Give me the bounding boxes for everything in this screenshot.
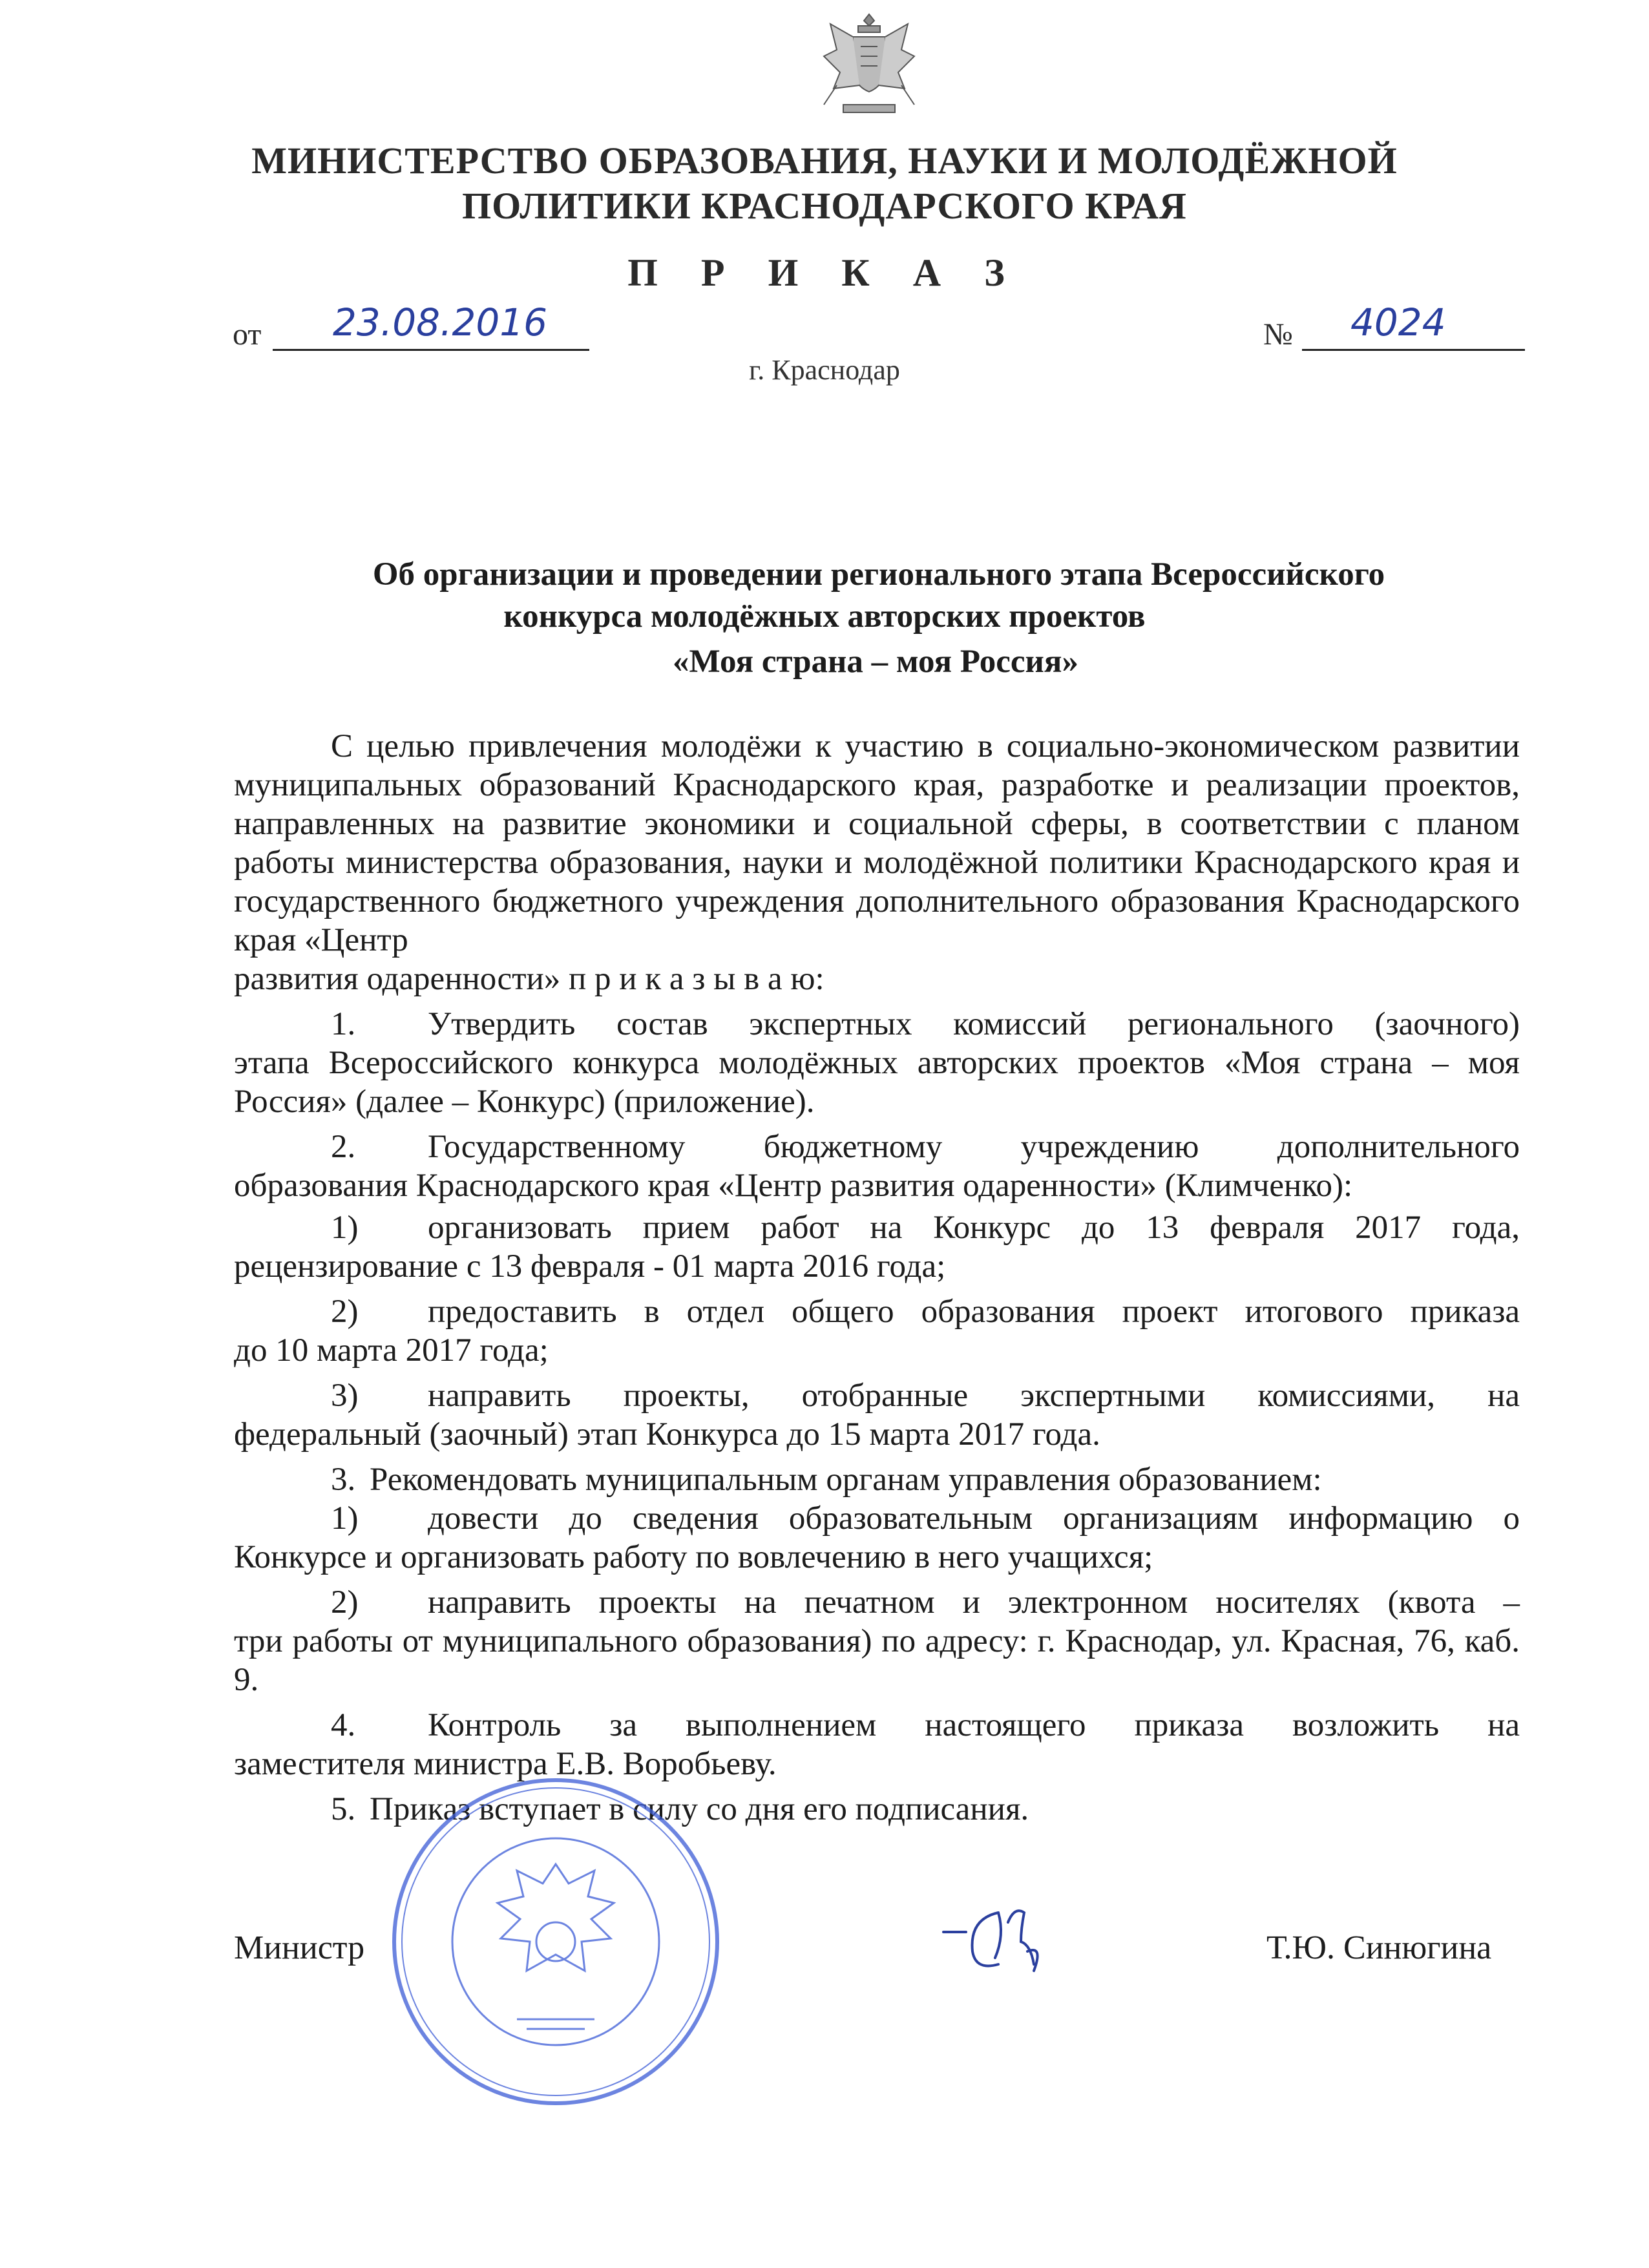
- preamble-last-line: развития одаренности» п р и к а з ы в а ю:: [234, 961, 824, 997]
- item-number: 3): [331, 1378, 359, 1414]
- list-item: [234, 1583, 1520, 1622]
- list-item: [234, 1499, 1520, 1538]
- handwritten-signature-icon: [937, 1887, 1105, 1984]
- list-item: [234, 1208, 1520, 1247]
- item-number: 1.: [331, 1006, 356, 1042]
- item-text: довести до сведения образовательным организациям информацию о: [428, 1500, 1520, 1537]
- number-value: 4024: [1350, 300, 1446, 344]
- item-number: 2.: [331, 1129, 356, 1165]
- item-text: Утвердить состав экспертных комиссий регионального (заочного): [428, 1006, 1520, 1042]
- item-text: направить проекты, отобранные экспертными комиссиями, на: [428, 1378, 1520, 1414]
- subject-line1: Об организации и проведении регионального этапа Всероссийского: [372, 556, 1385, 593]
- subject-line2: конкурса молодёжных авторских проектов: [503, 598, 1146, 635]
- item-number: 5.: [331, 1791, 356, 1827]
- item-text: Контроль за выполнением настоящего приказа возложить на: [428, 1707, 1520, 1743]
- list-item: [234, 1128, 1520, 1166]
- item-text: предоставить в отдел общего образования проект итогового приказа: [428, 1294, 1520, 1330]
- item-text: Рекомендовать муниципальным органам управления образованием:: [370, 1462, 1322, 1498]
- official-seal-icon: [388, 1774, 724, 2110]
- item-continuation: заместителя министра Е.В. Воробьеву.: [234, 1746, 777, 1782]
- list-item: [234, 1005, 1520, 1044]
- item-continuation: Конкурсе и организовать работу по вовлечению в него учащихся;: [234, 1539, 1153, 1575]
- item-number: 2): [331, 1584, 359, 1621]
- item-number: 2): [331, 1294, 359, 1330]
- date-label: от: [233, 317, 262, 352]
- item-number: 3.: [331, 1462, 356, 1498]
- preamble: С целью привлечения молодёжи к участию в социально-экономическом развитии муниципальных образований Краснодарского края, разработке и реализации проектов, направленных на развитие экономики и социальной сферы, в соответствии с планом работы министерства образования, науки и молодёжной политики Краснодарского края и государственного бюджетного учреждения дополнительного образования Краснодарского края «Центр: [234, 728, 1520, 958]
- item-number: 4.: [331, 1707, 356, 1743]
- list-item: [234, 1376, 1520, 1415]
- item-number: 1): [331, 1210, 359, 1246]
- city: г. Краснодар: [749, 354, 900, 386]
- item-text: Государственному бюджетному учреждению дополнительного: [428, 1129, 1520, 1165]
- list-item: [234, 1460, 1520, 1499]
- list-item: [234, 1292, 1520, 1331]
- item-text: Приказ вступает в силу со дня его подписания.: [370, 1791, 1029, 1827]
- signatory-name: Т.Ю. Синюгина: [1266, 1929, 1492, 1966]
- item-continuation: рецензирование с 13 февраля - 01 марта 2016 года;: [234, 1248, 946, 1285]
- list-item: [234, 1706, 1520, 1745]
- signatory-position: Министр: [234, 1929, 365, 1966]
- item-continuation: федеральный (заочный) этап Конкурса до 15 марта 2017 года.: [234, 1416, 1100, 1453]
- subject-line3: «Моя страна – моя Россия»: [673, 644, 1078, 680]
- item-continuation: образования Краснодарского края «Центр развития одаренности» (Климченко):: [234, 1168, 1353, 1204]
- item-text: направить проекты на печатном и электронном носителях (квота –: [428, 1584, 1520, 1621]
- document-type: П Р И К А З: [627, 251, 1022, 294]
- number-label: №: [1263, 317, 1293, 352]
- item-text: организовать прием работ на Конкурс до 13 февраля 2017 года,: [428, 1210, 1520, 1246]
- coat-of-arms-icon: [808, 8, 930, 118]
- ministry-name-line2: ПОЛИТИКИ КРАСНОДАРСКОГО КРАЯ: [462, 185, 1187, 227]
- item-continuation: этапа Всероссийского конкурса молодёжных авторских проектов «Моя страна – моя Россия» (далее – Конкурс) (приложение).: [234, 1045, 1520, 1120]
- ministry-name-line1: МИНИСТЕРСТВО ОБРАЗОВАНИЯ, НАУКИ И МОЛОДЁЖНОЙ: [251, 140, 1398, 182]
- item-number: 1): [331, 1500, 359, 1537]
- date-value: 23.08.2016: [333, 300, 548, 344]
- item-continuation: три работы от муниципального образования) по адресу: г. Краснодар, ул. Красная, 76, каб. 9.: [234, 1623, 1520, 1698]
- item-continuation: до 10 марта 2017 года;: [234, 1332, 549, 1369]
